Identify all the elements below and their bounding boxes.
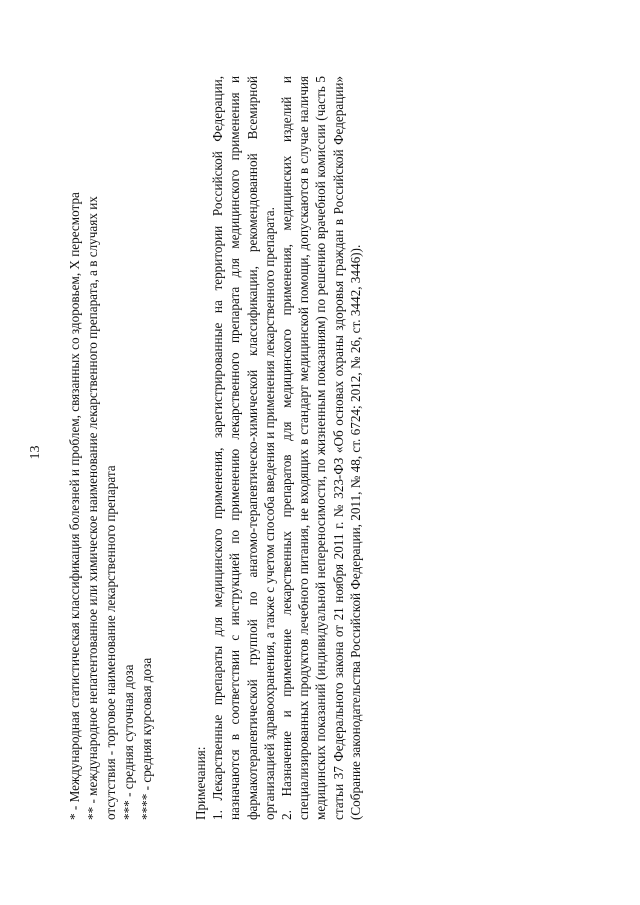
page-number: 13 [28, 445, 43, 460]
footnotes-block [66, 115, 156, 820]
note-item-2: 2. Назначение и применение лекарственных препаратов для медицинского применения, медицинских изделий и специализированных продуктов лечебного питания, не входящих в стандарт медицинской помощи, допускаются в случае наличия медицинских показаний (индивидуальной непереносимости, по жизненным показаниям) по решению врачебной комиссии (часть 5 статьи 37 Федерального закона от 21 ноября 2011 г. № 323-ФЗ «Об основах охраны здоровья граждан в Российской Федерации» (Собрание законодательства Российской Федерации, 2011, № 48, ст. 6724; 2012, № 26, ст. 3442, 3446)). [279, 76, 363, 820]
footnote-inn: ** - международное непатентованное или химическое наименование лекарственного препарата, а в случаях их [85, 196, 100, 820]
footnote-daily-dose: *** - средняя суточная доза [121, 664, 136, 820]
footnote-trade-name: отсутствия - торговое наименование лекарственного препарата [103, 465, 118, 820]
footnote-course-dose: **** - средняя курсовая доза [139, 657, 154, 820]
notes-block [192, 76, 364, 820]
note-item-1: 1. Лекарственные препараты для медицинского применения, зарегистрированные на территории Российской Федерации, назначаются в соответствии с инструкцией по применению лекарственного препарата для медицинского применения и фармакотерапевтической группой по анатомо-терапевтическо-химической классификации, рекомендованной Всемирной организацией здравоохранения, а также с учетом способа введения и применения лекарственного препарата. [210, 76, 277, 820]
notes-title: Примечания: [193, 746, 208, 820]
footnote-icd: * - Международная статистическая классификация болезней и проблем, связанных со здоровьем, X пересмотра [67, 192, 82, 820]
